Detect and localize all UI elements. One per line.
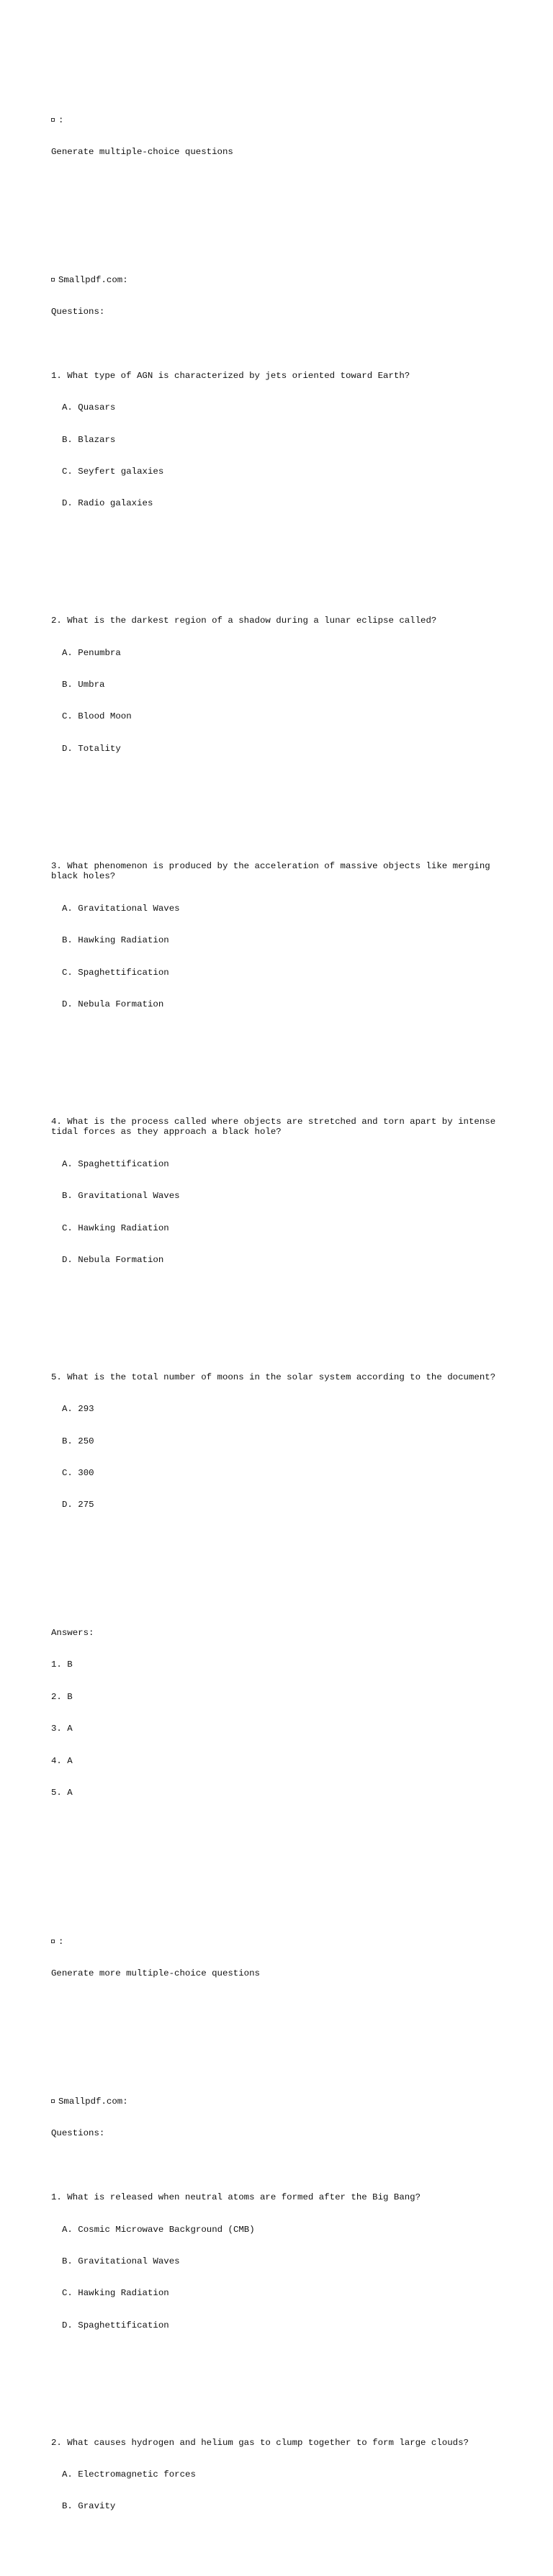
chat-transcript bbox=[51, 51, 512, 2576]
answer-option: C. Spaghettification bbox=[62, 967, 169, 978]
question-item bbox=[51, 2171, 512, 2353]
answer-option: B. Gravitational Waves bbox=[62, 2256, 180, 2266]
answer-option: B. Umbra bbox=[62, 680, 105, 690]
answer-key-item: 1. B bbox=[51, 1659, 73, 1670]
question-item bbox=[51, 1095, 512, 1287]
answer-key-item: 2. B bbox=[51, 1691, 73, 1702]
user-speaker-line bbox=[51, 1937, 512, 1947]
answer-option: B. Gravitational Waves bbox=[62, 1191, 180, 1202]
question-text: 2. What is the darkest region of a shadow during a lunar eclipse called? bbox=[51, 616, 437, 626]
question-text: 2. What causes hydrogen and helium gas to clump together to form large clouds? bbox=[51, 2437, 469, 2448]
answer-option: A. Spaghettification bbox=[62, 1158, 169, 1169]
assistant-speaker-line bbox=[51, 2097, 512, 2107]
answer-option: D. Radio galaxies bbox=[62, 498, 153, 509]
question-text: 5. What is the total number of moons in the solar system according to the document? bbox=[51, 1372, 496, 1382]
bot-icon bbox=[51, 278, 55, 282]
answer-option: C. Blood Moon bbox=[62, 711, 132, 722]
answer-option: A. Cosmic Microwave Background (CMB) bbox=[62, 2224, 255, 2235]
answer-option: B. Hawking Radiation bbox=[62, 935, 169, 946]
question-item bbox=[51, 349, 512, 531]
answer-option: D. Totality bbox=[62, 743, 121, 754]
answer-option: A. Quasars bbox=[62, 402, 116, 413]
question-text: 4. What is the process called where objects are stretched and torn apart by intense tidal forces as they approach a black hole? bbox=[51, 1116, 501, 1138]
question-item bbox=[51, 2416, 512, 2534]
answer-option: A. Gravitational Waves bbox=[62, 903, 180, 914]
answer-option: D. 275 bbox=[62, 1500, 94, 1510]
answer-key-item: 4. A bbox=[51, 1755, 73, 1766]
question-text: 3. What phenomenon is produced by the acceleration of massive objects like merging black holes? bbox=[51, 860, 496, 882]
answers-heading: Answers: bbox=[51, 1627, 94, 1638]
answer-option: B. Blazars bbox=[62, 434, 116, 445]
questions-heading: Questions: bbox=[51, 2128, 105, 2139]
answer-option: D. Nebula Formation bbox=[62, 1255, 164, 1266]
assistant-message-2 bbox=[51, 2075, 512, 2554]
bot-icon bbox=[51, 2099, 55, 2103]
answer-option: C. Seyfert galaxies bbox=[62, 467, 164, 477]
assistant-speaker-label: Smallpdf.com: bbox=[58, 2097, 128, 2107]
answer-key-item: 5. A bbox=[51, 1787, 73, 1798]
questions-heading: Questions: bbox=[51, 307, 105, 318]
assistant-message-1 bbox=[51, 253, 512, 1841]
answer-option: D. Nebula Formation bbox=[62, 999, 164, 1009]
answer-key bbox=[51, 1606, 512, 1819]
user-message-1 bbox=[51, 94, 512, 179]
answer-option: A. Electromagnetic forces bbox=[62, 2469, 196, 2480]
question-text: 1. What is released when neutral atoms are formed after the Big Bang? bbox=[51, 2192, 421, 2203]
answer-option: C. Hawking Radiation bbox=[62, 2288, 169, 2299]
assistant-speaker-line bbox=[51, 275, 512, 286]
answer-option: B. Gravity bbox=[62, 2501, 116, 2512]
user-prompt-text: Generate multiple-choice questions bbox=[51, 147, 233, 158]
user-speaker-label: : bbox=[58, 114, 64, 125]
answer-option: C. Hawking Radiation bbox=[62, 1222, 169, 1233]
answer-key-item: 3. A bbox=[51, 1724, 73, 1734]
user-message-2 bbox=[51, 1915, 512, 2000]
user-prompt-text: Generate more multiple-choice questions bbox=[51, 1968, 260, 1979]
answer-option: B. 250 bbox=[62, 1436, 94, 1446]
question-item bbox=[51, 595, 512, 776]
question-item bbox=[51, 839, 512, 1031]
user-speaker-label: : bbox=[58, 1937, 64, 1947]
answer-option: A. Penumbra bbox=[62, 647, 121, 658]
question-text: 1. What type of AGN is characterized by jets oriented toward Earth? bbox=[51, 370, 410, 381]
assistant-speaker-label: Smallpdf.com: bbox=[58, 274, 128, 285]
answer-option: C. 300 bbox=[62, 1467, 94, 1478]
user-speaker-line bbox=[51, 115, 512, 126]
user-icon bbox=[51, 118, 55, 122]
answer-option: D. Spaghettification bbox=[62, 2320, 169, 2330]
answer-option: A. 293 bbox=[62, 1404, 94, 1415]
question-item bbox=[51, 1351, 512, 1532]
user-icon bbox=[51, 1940, 55, 1943]
